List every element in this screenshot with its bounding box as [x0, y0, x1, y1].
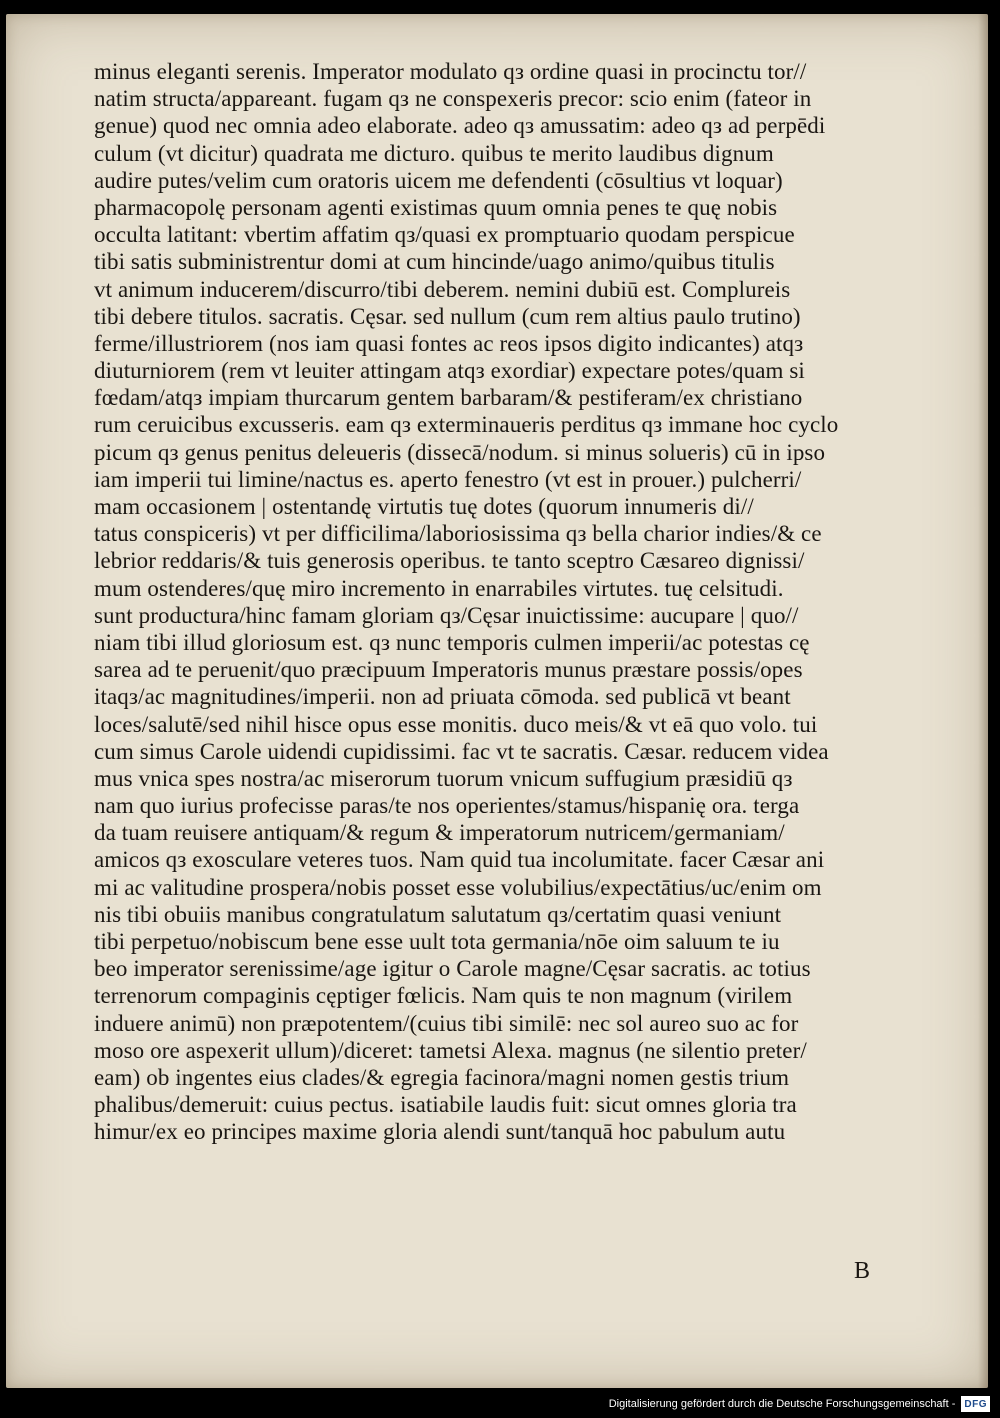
- text-line: rum ceruicibus excusseris. eam qз exterminaueris perditus qз immane hoc cyclo: [94, 412, 839, 438]
- text-line: cum simus Carole uidendi cupidissimi. fac vt te sacratis. Cæsar. reducem videa: [94, 738, 829, 764]
- text-line: picum qз genus penitus deleueris (dissecā/nodum. si minus solueris) cū in ipso: [94, 439, 826, 465]
- text-line: vt animum inducerem/discurro/tibi deberem. nemini dubiū est. Complureis: [94, 276, 791, 302]
- text-line: minus eleganti serenis. Imperator modulato qз ordine quasi in procinctu tor//: [94, 59, 807, 84]
- book-page: [6, 14, 988, 1388]
- footer-credit-text: Digitalisierung gefördert durch die Deutsche Forschungsgemeinschaft -: [608, 1398, 956, 1410]
- text-line: natim structa/appareant. fugam qз ne conspexeris precor: scio enim (fateor in: [94, 86, 812, 112]
- text-line: genue) quod nec omnia adeo elaborate. adeo qз amussatim: adeo qз ad perpēdi: [94, 113, 826, 139]
- page-text-block: [94, 58, 950, 1146]
- text-line: pharmacopolę personam agenti existimas quum omnia penes te quę nobis: [94, 194, 778, 220]
- text-line: eam) ob ingentes eius clades/& egregia facinora/magni nomen gestis trium: [94, 1064, 790, 1090]
- text-line: tatus conspiceris) vt per difficilima/laboriosissima qз bella charior indies/& ce: [94, 521, 822, 547]
- text-line: diuturniorem (rem vt leuiter attingam atqз exordiar) expectare potes/quam si: [94, 358, 805, 384]
- dfg-logo-icon: [961, 1396, 990, 1412]
- text-line: da tuam reuisere antiquam/& regum & imperatorum nutricem/germaniam/: [94, 820, 785, 846]
- text-line: tibi satis subministrentur domi at cum hincinde/uago animo/quibus titulis: [94, 249, 775, 275]
- text-line: amicos qз exosculare veteres tuos. Nam quid tua incolumitate. facer Cæsar ani: [94, 847, 825, 873]
- text-line: niam tibi illud gloriosum est. qз nunc temporis culmen imperii/ac potestas cę: [94, 629, 810, 655]
- text-line: iam imperii tui limine/nactus es. aperto fenestro (vt est in prouer.) pulcherri/: [94, 466, 802, 492]
- text-line: nis tibi obuiis manibus congratulatum salutatum qз/certatim quasi veniunt: [94, 901, 782, 927]
- text-line: phalibus/demeruit: cuius pectus. isatiabile laudis fuit: sicut omnes gloria tra: [94, 1092, 797, 1118]
- signature-mark: B: [854, 1258, 871, 1284]
- text-line: sunt productura/hinc famam gloriam qз/Cęsar inuictissime: aucupare | quo//: [94, 602, 799, 628]
- text-line: lebrior reddaris/& tuis generosis operibus. te tanto sceptro Cæsareo dignissi/: [94, 548, 805, 574]
- text-line: nam quo iurius profecisse paras/te nos operientes/stamus/hispanię ora. terga: [94, 793, 800, 819]
- text-line: culum (vt dicitur) quadrata me dicturo. quibus te merito laudibus dignum: [94, 140, 774, 166]
- text-line: tibi perpetuo/nobiscum bene esse uult tota germania/nōe oim saluum te iu: [94, 929, 780, 954]
- text-line: occulta latitant: vbertim affatim qз/quasi ex promptuario quodam perspicue: [94, 222, 795, 248]
- text-line: audire putes/velim cum oratoris uicem me defendenti (cōsultius vt loquar): [94, 167, 783, 193]
- text-line: mus vnica spes nostra/ac miserorum tuorum vnicum suffugium præsidiū qз: [94, 765, 793, 791]
- text-line: induere animū) non præpotentem/(cuius tibi similē: nec sol aureo suo ac for: [94, 1010, 799, 1036]
- text-line: beo imperator serenissime/age igitur o Carole magne/Cęsar sacratis. ac totius: [94, 956, 811, 982]
- text-line: terrenorum compaginis cęptiger fœlicis. Nam quis te non magnum (virilem: [94, 983, 793, 1009]
- text-line: itaqз/ac magnitudines/imperii. non ad priuata cōmoda. sed publicā vt beant: [94, 684, 791, 710]
- text-line: fœdam/atqз impiam thurcarum gentem barbaram/& pestiferam/ex christiano: [94, 385, 803, 411]
- text-line: mum ostenderes/quę miro incremento in enarrabiles virtutes. tuę celsitudi.: [94, 575, 784, 601]
- text-line: moso ore aspexerit ullum)/diceret: tametsi Alexa. magnus (ne silentio preter/: [94, 1037, 807, 1063]
- text-line: tibi debere titulos. sacratis. Cęsar. sed nullum (cum rem altius paulo trutino): [94, 303, 801, 329]
- text-line: ferme/illustriorem (nos iam quasi fontes ac reos ipsos digito indicantes) atqз: [94, 330, 804, 356]
- dfg-logo-text: DFG: [964, 1398, 987, 1410]
- text-line: loces/salutē/sed nihil hisce opus esse monitis. duco meis/& vt eā quo volo. tui: [94, 711, 818, 737]
- text-line: mi ac valitudine prospera/nobis posset esse volubilius/expectātius/uc/enim om: [94, 874, 822, 900]
- text-line: sarea ad te peruenit/quo præcipuum Imperatoris munus præstare possis/opes: [94, 657, 803, 683]
- digitization-footer: [609, 1394, 990, 1414]
- text-line: mam occasionem | ostentandę virtutis tuę dotes (quorum innumeris di//: [94, 494, 754, 519]
- text-line: himur/ex eo principes maxime gloria alendi sunt/tanquā hoc pabulum autu: [94, 1119, 786, 1145]
- page-edge-shadow: [978, 14, 988, 1388]
